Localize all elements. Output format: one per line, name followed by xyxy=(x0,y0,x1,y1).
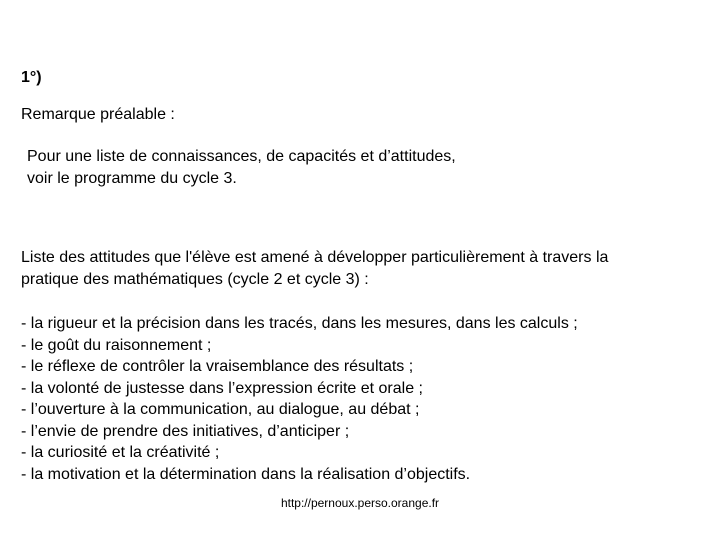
list-item: - l’envie de prendre des initiatives, d’anticiper ; xyxy=(21,422,350,440)
section-number: 1°) xyxy=(21,69,42,86)
remark-heading: Remarque préalable : xyxy=(21,106,175,123)
note-line: Pour une liste de connaissances, de capacités et d’attitudes, xyxy=(27,148,456,165)
footer-url: http://pernoux.perso.orange.fr xyxy=(280,496,440,510)
list-item: - la curiosité et la créativité ; xyxy=(21,444,220,461)
list-item: - la rigueur et la précision dans les tracés, dans les mesures, dans les calculs ; xyxy=(21,315,578,332)
intro-paragraph xyxy=(21,247,691,291)
attitudes-list xyxy=(21,313,578,485)
list-item: - l’ouverture à la communication, au dialogue, au débat ; xyxy=(21,401,420,418)
note-line: voir le programme du cycle 3. xyxy=(27,170,237,187)
list-item: - le réflexe de contrôler la vraisemblance des résultats ; xyxy=(21,358,414,375)
list-item: - la motivation et la détermination dans la réalisation d’objectifs. xyxy=(21,465,471,483)
intro-line: pratique des mathématiques (cycle 2 et cycle 3) : xyxy=(21,271,369,288)
list-item: - la volonté de justesse dans l’expression écrite et orale ; xyxy=(21,379,423,397)
note-box xyxy=(27,146,456,190)
list-item: - le goût du raisonnement ; xyxy=(21,336,212,354)
intro-line: Liste des attitudes que l'élève est amené à développer particulièrement à travers la xyxy=(21,249,609,266)
